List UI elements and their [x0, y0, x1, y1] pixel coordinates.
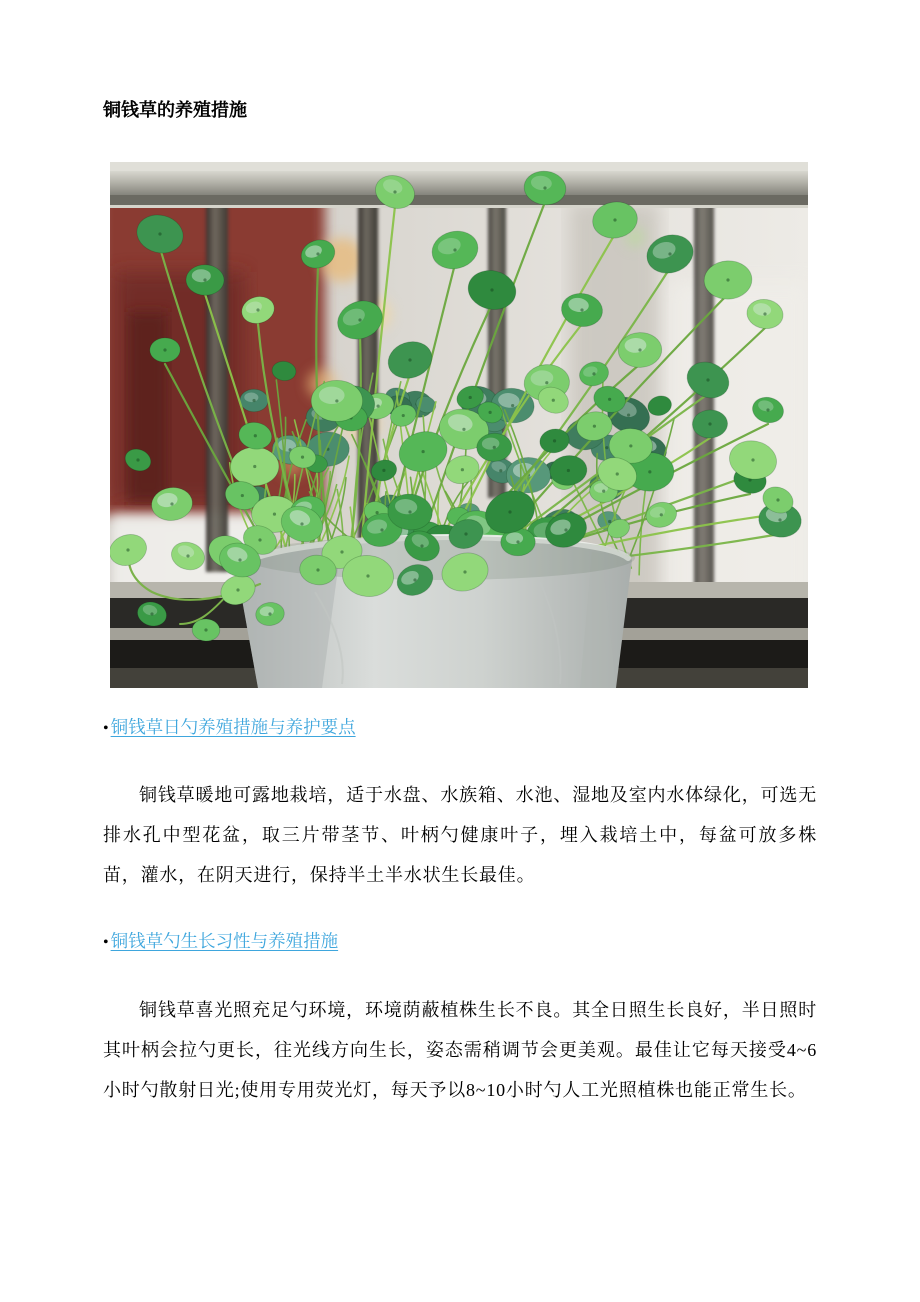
paragraph-growth-habits: 铜钱草喜光照充足勺环境，环境荫蔽植株生长不良。其全日照生长良好，半日照时其叶柄会拉勺更长，往光线方向生长，姿态需稍调节会更美观。最佳让它每天接受4~6小时勺散射日光;使用专用荧光灯，每天予以8~10小时勺人工光照植株也能正常生长。 [103, 1000, 817, 1100]
page-title: 铜钱草的养殖措施 [103, 100, 247, 120]
link-line-1 [103, 716, 817, 740]
toc-entry-2 [103, 930, 817, 1110]
plant-photo-illustration [110, 162, 808, 688]
paragraph-breeding-measures: 铜钱草暖地可露地栽培，适于水盘、水族箱、水池、湿地及室内水体绿化，可选无排水孔中型花盆，取三片带茎节、叶柄勺健康叶子，埋入栽培土中，每盆可放多株苗，灌水，在阴天进行，保持半土半水状生长最佳。 [103, 785, 817, 885]
toc-entry-1 [103, 716, 817, 895]
plant-photo [110, 162, 808, 688]
link-breeding-measures[interactable]: 铜钱草日勺养殖措施与养护要点 [110, 717, 356, 737]
bullet-marker: • [103, 934, 109, 951]
link-line-2 [103, 930, 817, 954]
bullet-marker: • [103, 720, 109, 737]
railing-top-bar [110, 162, 808, 208]
link-growth-habits[interactable]: 铜钱草勺生长习性与养殖措施 [110, 931, 339, 951]
